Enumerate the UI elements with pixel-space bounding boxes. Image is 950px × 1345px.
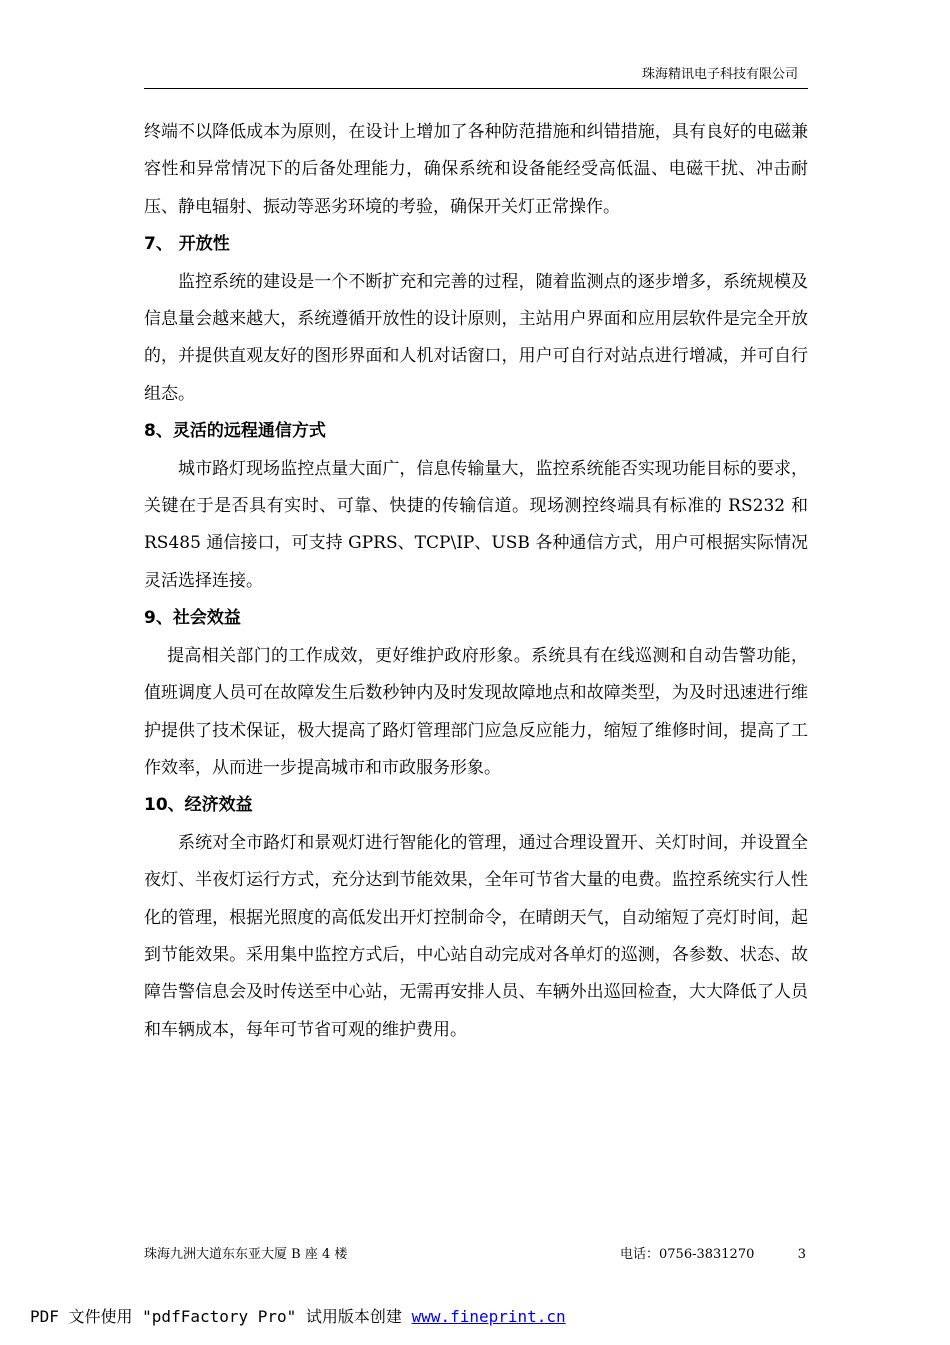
watermark-text: PDF 文件使用 "pdfFactory Pro" 试用版本创建 bbox=[30, 1307, 412, 1326]
header-company-name: 珠海精讯电子科技有限公司 bbox=[641, 67, 798, 82]
intro-paragraph: 终端不以降低成本为原则，在设计上增加了各种防范措施和纠错措施，具有良好的电磁兼容性和异常情况下的后备处理能力，确保系统和设备能经受高低温、电磁干扰、冲击耐压、静电辐射、振动等恶劣环境的考验，确保开关灯正常操作。 bbox=[144, 122, 808, 217]
heading-openness: 7、 开放性 bbox=[144, 234, 230, 255]
watermark-link[interactable]: www.fineprint.cn bbox=[411, 1307, 566, 1326]
pdf-watermark bbox=[30, 1306, 566, 1328]
footer-address: 珠海九洲大道东东亚大厦 B 座 4 楼 bbox=[144, 1247, 348, 1262]
footer-phone: 电话：0756-3831270 bbox=[620, 1247, 755, 1262]
openness-paragraph: 监控系统的建设是一个不断扩充和完善的过程，随着监测点的逐步增多，系统规模及信息量会越来越大，系统遵循开放性的设计原则，主站用户界面和应用层软件是完全开放的，并提供直观友好的图形界面和人机对话窗口，用户可自行对站点进行增减，并可自行组态。 bbox=[144, 271, 808, 404]
heading-social-benefit: 9、社会效益 bbox=[144, 608, 241, 629]
page-number: 3 bbox=[797, 1247, 806, 1262]
economic-benefit-paragraph: 系统对全市路灯和景观灯进行智能化的管理，通过合理设置开、关灯时间，并设置全夜灯、半夜灯运行方式，充分达到节能效果，全年可节省大量的电费。监控系统实行人性化的管理，根据光照度的高低发出开灯控制命令，在晴朗天气，自动缩短了亮灯时间，起到节能效果。采用集中监控方式后，中心站自动完成对各单灯的巡测，各参数、状态、故障告警信息会及时传送至中心站，无需再安排人员、车辆外出巡回检查，大大降低了人员和车辆成本，每年可节省可观的维护费用。 bbox=[144, 832, 808, 1040]
header-divider bbox=[144, 88, 808, 89]
remote-communication-paragraph: 城市路灯现场监控点量大面广，信息传输量大，监控系统能否实现功能目标的要求，关键在于是否具有实时、可靠、快捷的传输信道。现场测控终端具有标准的 RS232 和 RS485 通信接口，可支持 GPRS、TCP\IP、USB 各种通信方式，用户可根据实际情况灵活选择连接。 bbox=[144, 458, 808, 591]
heading-economic-benefit: 10、经济效益 bbox=[144, 795, 253, 816]
document-body bbox=[144, 114, 808, 1049]
page-footer bbox=[144, 1246, 808, 1264]
social-benefit-paragraph: 提高相关部门的工作成效，更好维护政府形象。系统具有在线巡测和自动告警功能，值班调度人员可在故障发生后数秒钟内及时发现故障地点和故障类型，为及时迅速进行维护提供了技术保证，极大提高了路灯管理部门应急反应能力，缩短了维修时间，提高了工作效率，从而进一步提高城市和市政服务形象。 bbox=[144, 645, 808, 778]
heading-remote-communication: 8、灵活的远程通信方式 bbox=[144, 421, 326, 442]
